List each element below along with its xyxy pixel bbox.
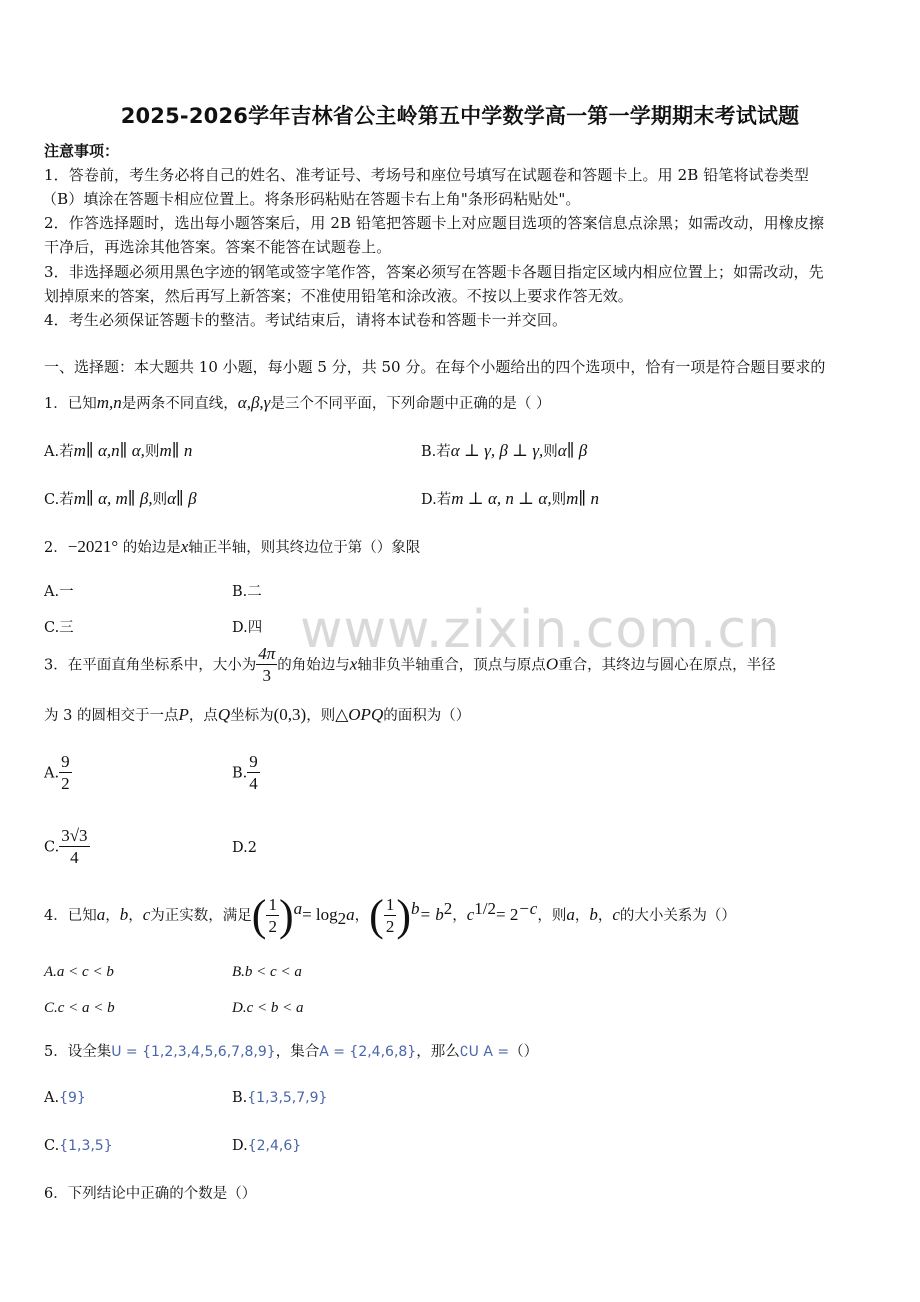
question-1: 1．已知m,n是两条不同直线，α,β,γ是三个不同平面，下列命题中正确的是（ ） [44,393,551,412]
q1-option-b: B.若α ⊥ γ, β ⊥ γ,则α∥ β [421,441,588,460]
q4-option-d: D.c < b < a [232,1000,304,1016]
watermark: www.zixin.com.cn [300,600,781,660]
q3-option-c: C. $\frac{3√3}{4}$ [44,826,88,867]
notes-heading: 注意事项： [44,142,120,160]
q3-option-b: B. $\frac{9}{4}$ [232,752,258,793]
note-line-6: 划掉原来的答案，然后再写上新答案；不准使用铅笔和涂改液。不按以上要求作答无效。 [44,287,633,305]
q2-option-a: A.一 [44,584,74,600]
q4-option-a: A.a < c < b [44,964,114,980]
q2-option-d: D.四 [232,620,263,636]
question-3-line-2: 为 3 的圆相交于一点P，点Q坐标为(0,3)，则△OPQ的面积为（） [44,705,471,724]
note-line-5: 3．非选择题必须用黑色字迹的钢笔或签字笔作答，答案必须写在答题卡各题目指定区域内相应位置上；如需改动，先 [44,263,824,281]
q5-option-c: C.{1,3,5} [44,1138,113,1154]
q5-option-a: A.{9} [44,1090,86,1106]
question-2: 2．−2021° 的始边是x轴正半轴，则其终边位于第（）象限 [44,537,421,556]
question-6: 6．下列结论中正确的个数是（） [44,1186,257,1202]
note-line-2: （B）填涂在答题卡相应位置上。将条形码粘贴在答题卡右上角"条形码粘贴处"。 [42,190,581,208]
q4-option-c: C.c < a < b [44,1000,115,1016]
q3-option-d: D.2 [232,840,257,856]
question-4: 4．已知a，b，c为正实数，满足( $\frac{1}{2}$ )$^a= \log_2a$，( $\frac{1}{2}$ )$^b= b^2$，$c^{1/2}= 2^{-c}$，则a，b，c的大小关系为（） [44,891,736,940]
question-3-line-1: 3．在平面直角坐标系中，大小为 $\frac{4\pi}{3}$ 的角始边与x轴非负半轴重合，顶点与原点O重合，其终边与圆心在原点，半径 [44,644,776,685]
fraction-4pi-3: $\frac{4\pi}{3}$ [258,644,276,685]
question-5: 5．设全集U = {1,2,3,4,5,6,7,8,9}，集合A = {2,4,6,8}，那么∁U A =（） [44,1044,539,1060]
q2-option-b: B.二 [232,584,262,600]
q5-option-b: B.{1,3,5,7,9} [232,1090,328,1106]
note-line-7: 4．考生必须保证答题卡的整洁。考试结束后，请将本试卷和答题卡一并交回。 [44,311,568,329]
q2-option-c: C.三 [44,620,74,636]
note-line-4: 干净后，再选涂其他答案。答案不能答在试题卷上。 [44,238,392,256]
note-line-3: 2．作答选择题时，选出每小题答案后，用 2B 铅笔把答题卡上对应题目选项的答案信息点涂黑；如需改动，用橡皮擦 [44,214,825,232]
page-title: 2025-2026学年吉林省公主岭第五中学数学高一第一学期期末考试试题 [120,104,800,128]
q4-option-b: B.b < c < a [232,964,302,980]
q1-option-c: C.若m∥ α, m∥ β,则α∥ β [44,489,197,508]
section-heading: 一、选择题：本大题共 10 小题，每小题 5 分，共 50 分。在每个小题给出的四个选项中，恰有一项是符合题目要求的 [44,358,826,376]
q1-option-d: D.若m ⊥ α, n ⊥ α,则m∥ n [421,489,599,508]
note-line-1: 1．答卷前，考生务必将自己的姓名、准考证号、考场号和座位号填写在试题卷和答题卡上。用 2B 铅笔将试卷类型 [44,166,809,184]
q3-option-a: A. $\frac{9}{2}$ [44,752,70,793]
q5-option-d: D.{2,4,6} [232,1138,302,1154]
q1-option-a: A.若m∥ α,n∥ α,则m∥ n [44,441,193,460]
